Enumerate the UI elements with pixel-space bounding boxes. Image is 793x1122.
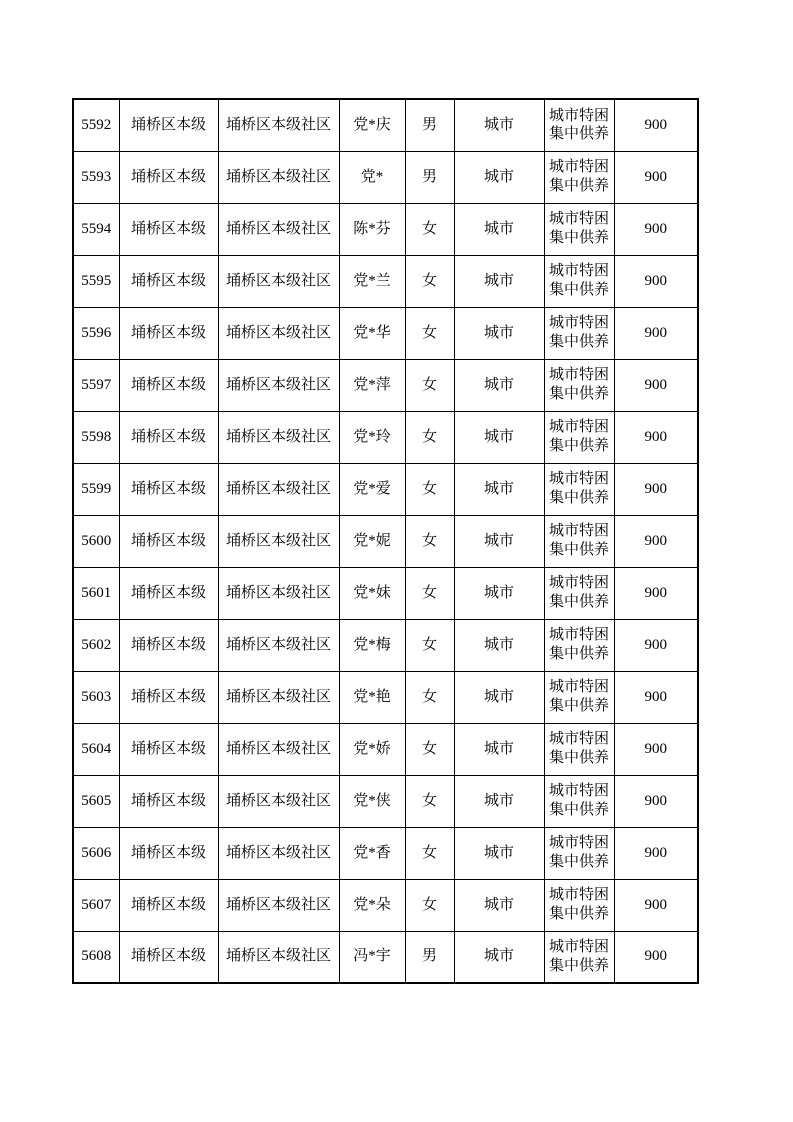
cell-amount: 900 [614, 411, 698, 463]
table-row [73, 827, 698, 879]
cell-amount: 900 [614, 567, 698, 619]
cell-district: 埇桥区本级 [119, 151, 218, 203]
cell-district: 埇桥区本级 [119, 411, 218, 463]
cell-gender: 女 [405, 671, 454, 723]
cell-district: 埇桥区本级 [119, 463, 218, 515]
cell-district: 埇桥区本级 [119, 307, 218, 359]
cell-district: 埇桥区本级 [119, 671, 218, 723]
cell-amount: 900 [614, 151, 698, 203]
cell-person-name: 党*侠 [339, 775, 405, 827]
cell-support-type: 城市特困集中供养 [544, 827, 614, 879]
cell-row-number: 5603 [73, 671, 119, 723]
cell-person-name: 党*香 [339, 827, 405, 879]
table-row [73, 671, 698, 723]
cell-row-number: 5608 [73, 931, 119, 983]
table-row [73, 255, 698, 307]
cell-amount: 900 [614, 775, 698, 827]
table-row [73, 463, 698, 515]
table-row [73, 775, 698, 827]
cell-area-type: 城市 [454, 775, 544, 827]
cell-row-number: 5597 [73, 359, 119, 411]
cell-gender: 女 [405, 463, 454, 515]
cell-gender: 女 [405, 879, 454, 931]
cell-support-type: 城市特困集中供养 [544, 931, 614, 983]
cell-person-name: 陈*芬 [339, 203, 405, 255]
cell-gender: 女 [405, 723, 454, 775]
cell-support-type: 城市特困集中供养 [544, 359, 614, 411]
cell-gender: 女 [405, 619, 454, 671]
cell-row-number: 5598 [73, 411, 119, 463]
table-row [73, 931, 698, 983]
cell-community: 埇桥区本级社区 [218, 307, 339, 359]
cell-support-type: 城市特困集中供养 [544, 619, 614, 671]
cell-person-name: 党*妹 [339, 567, 405, 619]
cell-person-name: 党*梅 [339, 619, 405, 671]
cell-area-type: 城市 [454, 931, 544, 983]
cell-area-type: 城市 [454, 151, 544, 203]
cell-person-name: 党*庆 [339, 99, 405, 151]
cell-community: 埇桥区本级社区 [218, 827, 339, 879]
cell-person-name: 党*玲 [339, 411, 405, 463]
table-row [73, 515, 698, 567]
cell-support-type: 城市特困集中供养 [544, 463, 614, 515]
cell-area-type: 城市 [454, 307, 544, 359]
cell-area-type: 城市 [454, 723, 544, 775]
cell-row-number: 5595 [73, 255, 119, 307]
cell-gender: 女 [405, 515, 454, 567]
cell-gender: 男 [405, 99, 454, 151]
cell-gender: 女 [405, 359, 454, 411]
cell-amount: 900 [614, 99, 698, 151]
cell-row-number: 5606 [73, 827, 119, 879]
cell-gender: 女 [405, 827, 454, 879]
cell-district: 埇桥区本级 [119, 879, 218, 931]
cell-row-number: 5601 [73, 567, 119, 619]
cell-area-type: 城市 [454, 99, 544, 151]
cell-support-type: 城市特困集中供养 [544, 567, 614, 619]
cell-community: 埇桥区本级社区 [218, 931, 339, 983]
cell-community: 埇桥区本级社区 [218, 723, 339, 775]
cell-district: 埇桥区本级 [119, 567, 218, 619]
table-row [73, 723, 698, 775]
cell-person-name: 党*娇 [339, 723, 405, 775]
cell-row-number: 5593 [73, 151, 119, 203]
cell-row-number: 5592 [73, 99, 119, 151]
cell-area-type: 城市 [454, 515, 544, 567]
cell-person-name: 冯*宇 [339, 931, 405, 983]
cell-district: 埇桥区本级 [119, 203, 218, 255]
cell-community: 埇桥区本级社区 [218, 411, 339, 463]
table-row [73, 567, 698, 619]
cell-amount: 900 [614, 827, 698, 879]
cell-community: 埇桥区本级社区 [218, 151, 339, 203]
cell-gender: 女 [405, 567, 454, 619]
cell-amount: 900 [614, 359, 698, 411]
cell-row-number: 5602 [73, 619, 119, 671]
cell-area-type: 城市 [454, 411, 544, 463]
cell-community: 埇桥区本级社区 [218, 567, 339, 619]
cell-amount: 900 [614, 255, 698, 307]
cell-community: 埇桥区本级社区 [218, 619, 339, 671]
cell-community: 埇桥区本级社区 [218, 775, 339, 827]
cell-support-type: 城市特困集中供养 [544, 99, 614, 151]
cell-amount: 900 [614, 307, 698, 359]
cell-area-type: 城市 [454, 463, 544, 515]
cell-gender: 女 [405, 775, 454, 827]
cell-community: 埇桥区本级社区 [218, 359, 339, 411]
cell-gender: 女 [405, 255, 454, 307]
table-row [73, 411, 698, 463]
cell-community: 埇桥区本级社区 [218, 879, 339, 931]
cell-person-name: 党*兰 [339, 255, 405, 307]
cell-amount: 900 [614, 879, 698, 931]
cell-person-name: 党*华 [339, 307, 405, 359]
cell-community: 埇桥区本级社区 [218, 255, 339, 307]
cell-amount: 900 [614, 723, 698, 775]
cell-support-type: 城市特困集中供养 [544, 151, 614, 203]
cell-area-type: 城市 [454, 567, 544, 619]
cell-district: 埇桥区本级 [119, 359, 218, 411]
cell-district: 埇桥区本级 [119, 99, 218, 151]
cell-area-type: 城市 [454, 359, 544, 411]
cell-gender: 女 [405, 411, 454, 463]
table-row [73, 203, 698, 255]
cell-area-type: 城市 [454, 619, 544, 671]
cell-row-number: 5607 [73, 879, 119, 931]
cell-person-name: 党* [339, 151, 405, 203]
cell-community: 埇桥区本级社区 [218, 463, 339, 515]
cell-gender: 女 [405, 307, 454, 359]
cell-support-type: 城市特困集中供养 [544, 307, 614, 359]
table-row [73, 151, 698, 203]
cell-support-type: 城市特困集中供养 [544, 255, 614, 307]
cell-community: 埇桥区本级社区 [218, 99, 339, 151]
cell-amount: 900 [614, 931, 698, 983]
cell-row-number: 5596 [73, 307, 119, 359]
cell-row-number: 5600 [73, 515, 119, 567]
cell-community: 埇桥区本级社区 [218, 515, 339, 567]
cell-support-type: 城市特困集中供养 [544, 203, 614, 255]
cell-gender: 男 [405, 931, 454, 983]
cell-support-type: 城市特困集中供养 [544, 515, 614, 567]
table-row [73, 359, 698, 411]
table-row [73, 99, 698, 151]
cell-area-type: 城市 [454, 671, 544, 723]
table-row [73, 879, 698, 931]
table-body [73, 99, 698, 983]
cell-person-name: 党*爱 [339, 463, 405, 515]
cell-amount: 900 [614, 671, 698, 723]
cell-person-name: 党*艳 [339, 671, 405, 723]
cell-gender: 女 [405, 203, 454, 255]
cell-support-type: 城市特困集中供养 [544, 879, 614, 931]
cell-person-name: 党*萍 [339, 359, 405, 411]
cell-row-number: 5599 [73, 463, 119, 515]
table-row [73, 619, 698, 671]
cell-district: 埇桥区本级 [119, 827, 218, 879]
welfare-records-table [72, 98, 699, 984]
cell-support-type: 城市特困集中供养 [544, 723, 614, 775]
cell-district: 埇桥区本级 [119, 255, 218, 307]
cell-gender: 男 [405, 151, 454, 203]
cell-person-name: 党*朵 [339, 879, 405, 931]
cell-amount: 900 [614, 463, 698, 515]
cell-area-type: 城市 [454, 203, 544, 255]
cell-district: 埇桥区本级 [119, 619, 218, 671]
cell-amount: 900 [614, 515, 698, 567]
cell-person-name: 党*妮 [339, 515, 405, 567]
cell-support-type: 城市特困集中供养 [544, 671, 614, 723]
cell-district: 埇桥区本级 [119, 931, 218, 983]
cell-area-type: 城市 [454, 827, 544, 879]
cell-row-number: 5605 [73, 775, 119, 827]
cell-amount: 900 [614, 203, 698, 255]
cell-row-number: 5604 [73, 723, 119, 775]
cell-support-type: 城市特困集中供养 [544, 775, 614, 827]
cell-row-number: 5594 [73, 203, 119, 255]
cell-district: 埇桥区本级 [119, 515, 218, 567]
cell-amount: 900 [614, 619, 698, 671]
cell-area-type: 城市 [454, 879, 544, 931]
cell-district: 埇桥区本级 [119, 723, 218, 775]
cell-district: 埇桥区本级 [119, 775, 218, 827]
cell-area-type: 城市 [454, 255, 544, 307]
table-row [73, 307, 698, 359]
cell-support-type: 城市特困集中供养 [544, 411, 614, 463]
cell-community: 埇桥区本级社区 [218, 671, 339, 723]
cell-community: 埇桥区本级社区 [218, 203, 339, 255]
